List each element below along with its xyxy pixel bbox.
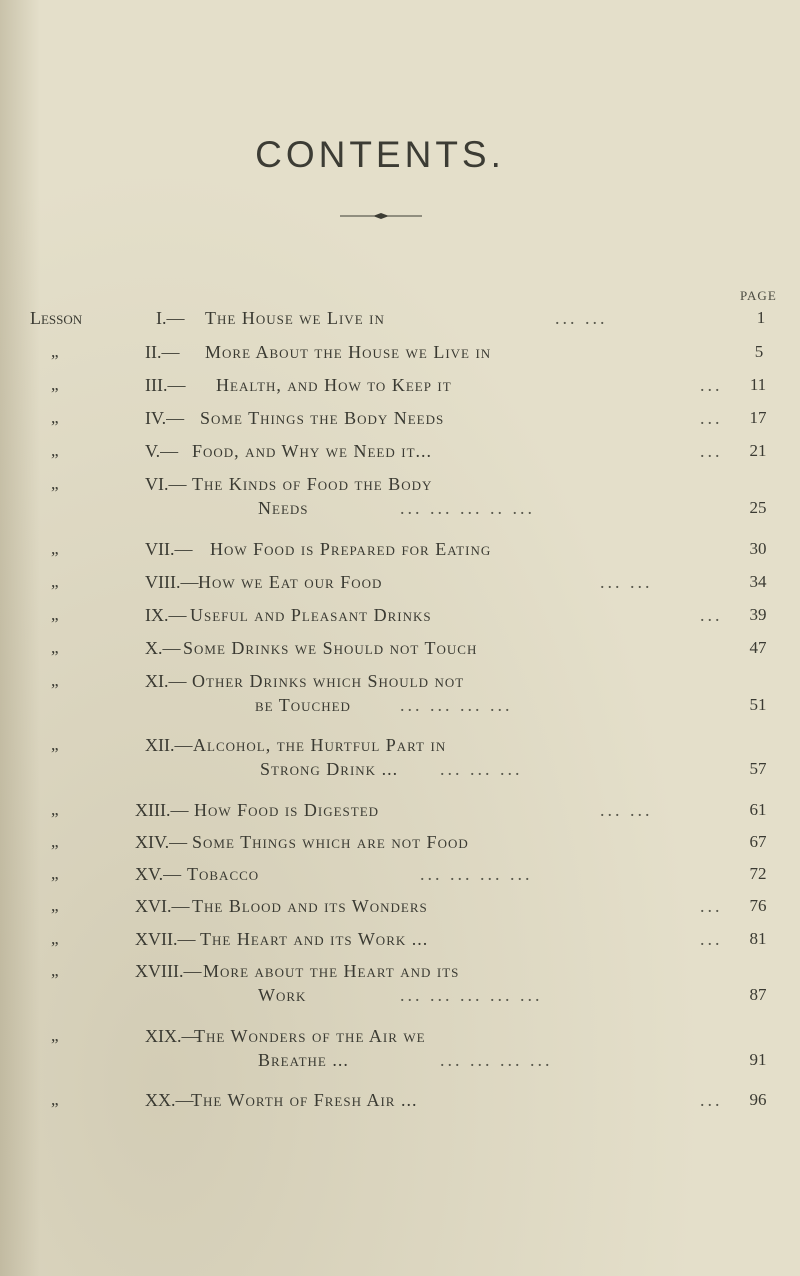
ditto-mark: „ <box>51 864 59 883</box>
ornament-divider-icon <box>340 212 422 220</box>
ditto-mark: „ <box>51 896 59 915</box>
dot-leader: ... <box>700 896 723 916</box>
dot-leader: ... <box>700 441 723 461</box>
page-number: 91 <box>749 1050 767 1069</box>
lesson-number: XVIII.— <box>135 961 202 981</box>
lesson-number: V.— <box>145 441 179 461</box>
dot-leader: ... ... ... ... <box>420 864 533 884</box>
lesson-title: The Kinds of Food the Body <box>192 474 433 494</box>
lesson-number: VII.— <box>145 539 193 559</box>
lesson-number: IV.— <box>145 408 185 428</box>
ditto-mark: „ <box>51 605 59 624</box>
lesson-number: II.— <box>145 342 180 362</box>
ditto-mark: „ <box>51 800 59 819</box>
lesson-title-continued: Breathe ... <box>258 1050 349 1070</box>
lesson-number: VI.— <box>145 474 187 494</box>
dot-leader: ... ... ... .. ... <box>400 498 535 518</box>
lesson-title: The House we Live in <box>205 308 385 328</box>
ditto-mark: „ <box>51 638 59 657</box>
page-number: 96 <box>749 1090 767 1109</box>
lesson-title: The Blood and its Wonders <box>192 896 428 916</box>
ditto-mark: „ <box>51 342 59 361</box>
lesson-number: IX.— <box>145 605 187 625</box>
page-number: 39 <box>749 605 767 624</box>
page-number: 51 <box>749 695 767 714</box>
ditto-mark: „ <box>51 735 59 754</box>
page-number: 25 <box>749 498 767 517</box>
page-number: 87 <box>749 985 767 1004</box>
lesson-number: XVII.— <box>135 929 196 949</box>
lesson-number: X.— <box>145 638 181 658</box>
ditto-mark: „ <box>51 832 59 851</box>
dot-leader: ... <box>700 375 723 395</box>
lesson-title-continued: be Touched <box>255 695 351 715</box>
page-number: 72 <box>749 864 767 883</box>
ditto-mark: „ <box>51 408 59 427</box>
page-number: 17 <box>749 408 767 427</box>
lesson-title-continued: Work <box>258 985 307 1005</box>
lesson-title: How we Eat our Food <box>198 572 383 592</box>
lesson-title-continued: Strong Drink ... <box>260 759 399 779</box>
ditto-mark: „ <box>51 1026 59 1045</box>
lesson-title: How Food is Digested <box>194 800 380 820</box>
page-number: 67 <box>749 832 767 851</box>
dot-leader: ... <box>700 1090 723 1110</box>
dot-leader: ... ... <box>600 572 653 592</box>
page-number: 34 <box>749 572 767 591</box>
ditto-mark: „ <box>51 671 59 690</box>
page-number: 1 <box>756 308 766 327</box>
lesson-title: The Heart and its Work ... <box>200 929 429 949</box>
lesson-title: Food, and Why we Need it... <box>192 441 433 461</box>
page-number: 5 <box>754 342 764 361</box>
dot-leader: ... ... <box>555 308 608 328</box>
lesson-number: XIV.— <box>135 832 188 852</box>
dot-leader: ... <box>700 408 723 428</box>
page-number: 47 <box>749 638 767 657</box>
page-title: CONTENTS. <box>255 134 505 175</box>
ditto-mark: „ <box>51 929 59 948</box>
page-number: 30 <box>749 539 767 558</box>
lesson-title: Alcohol, the Hurtful Part in <box>193 735 447 755</box>
lesson-title: How Food is Prepared for Eating <box>210 539 492 559</box>
dot-leader: ... ... <box>600 800 653 820</box>
lesson-title: More About the House we Live in <box>205 342 492 362</box>
lesson-number: I.— <box>156 308 185 328</box>
lesson-title-continued: Needs <box>258 498 309 518</box>
lesson-title: Some Things the Body Needs <box>200 408 445 428</box>
ditto-mark: „ <box>51 539 59 558</box>
lesson-title: More about the Heart and its <box>203 961 460 981</box>
lesson-number: XX.— <box>145 1090 194 1110</box>
dot-leader: ... ... ... ... ... <box>400 985 543 1005</box>
lesson-number: VIII.— <box>145 572 199 592</box>
ditto-mark: „ <box>51 375 59 394</box>
ditto-mark: „ <box>51 474 59 493</box>
page-number: 57 <box>749 759 767 778</box>
ditto-mark: „ <box>51 572 59 591</box>
lesson-number: XIII.— <box>135 800 189 820</box>
lesson-title: The Worth of Fresh Air ... <box>191 1090 418 1110</box>
lesson-title: Some Things which are not Food <box>192 832 469 852</box>
lesson-title: The Wonders of the Air we <box>194 1026 426 1046</box>
page-column-header: PAGE <box>740 288 777 303</box>
lesson-title: Some Drinks we Should not Touch <box>183 638 478 658</box>
page-number: 61 <box>749 800 767 819</box>
dot-leader: ... ... ... <box>440 759 523 779</box>
lesson-number: XII.— <box>145 735 193 755</box>
page-number: 21 <box>749 441 767 460</box>
lesson-number: XVI.— <box>135 896 190 916</box>
lesson-title: Useful and Pleasant Drinks <box>190 605 432 625</box>
lesson-number: XV.— <box>135 864 182 884</box>
ditto-mark: „ <box>51 961 59 980</box>
page-number: 81 <box>749 929 767 948</box>
page-number: 76 <box>749 896 767 915</box>
ditto-mark: „ <box>51 1090 59 1109</box>
ditto-mark: „ <box>51 441 59 460</box>
dot-leader: ... ... ... ... <box>400 695 513 715</box>
page-number: 11 <box>749 375 767 394</box>
dot-leader: ... <box>700 929 723 949</box>
dot-leader: ... <box>700 605 723 625</box>
lesson-number: XIX.— <box>145 1026 200 1046</box>
lesson-number: III.— <box>145 375 186 395</box>
lesson-number: XI.— <box>145 671 187 691</box>
lesson-label: Lesson <box>30 308 83 328</box>
lesson-title: Tobacco <box>187 864 260 884</box>
lesson-title: Other Drinks which Should not <box>192 671 465 691</box>
lesson-title: Health, and How to Keep it <box>216 375 452 395</box>
dot-leader: ... ... ... ... <box>440 1050 553 1070</box>
